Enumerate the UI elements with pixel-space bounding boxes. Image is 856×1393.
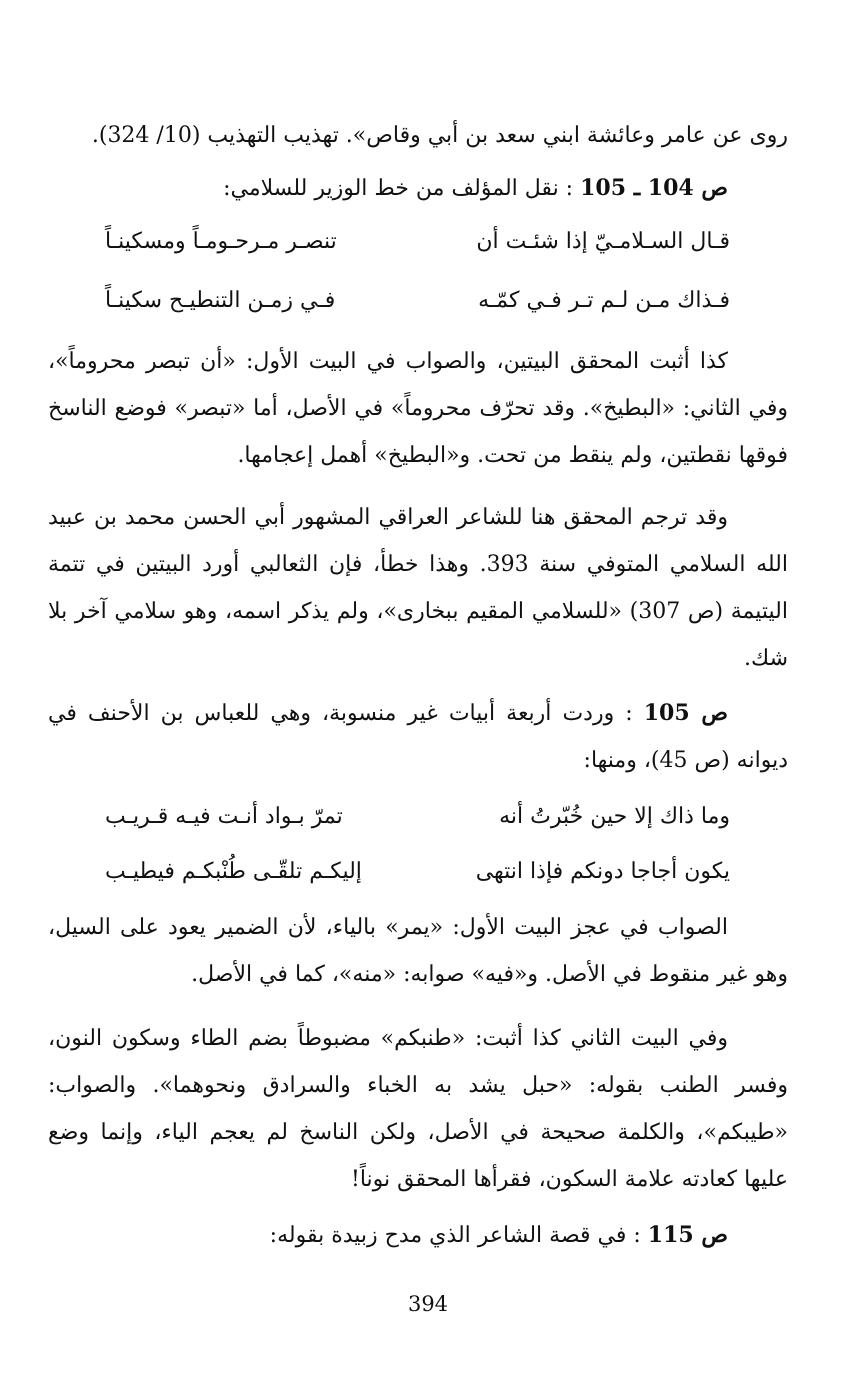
verse-line (105, 852, 730, 892)
paragraph-text: : نقل المؤلف من خط الوزير للسلامي: (223, 176, 574, 201)
verse-second-hemistich: فـي زمـن التنطيـح سكينـاً (105, 288, 336, 313)
page-reference: ص 105 (643, 700, 729, 726)
verse-second-hemistich: إليكـم تلقّـى طُنْبكـم فيطيـب (105, 859, 362, 884)
paragraph-translation-note: وقد ترجم المحقق هنا للشاعر العراقي المشهور أبي الحسن محمد بن عبيد الله السلامي المتوفي سنة 393. وهذا خطأ، فإن الثعالبي أورد البيتين في تتمة اليتيمة (ص 307) «للسلامي المقيم ببخارى»، ولم يذكر اسمه، وهو سلامي آخر بلا شك. (48, 505, 788, 671)
paragraph-entry-105 (48, 690, 788, 784)
verse-first-hemistich: وما ذاك إلا حين خُبّرتُ أنه (499, 804, 730, 829)
paragraph-citation-end: روى عن عامر وعائشة ابني سعد بن أبي وقاص». تهذيب التهذيب (10/ 324). (91, 123, 788, 148)
paragraph-correction: الصواب في عجز البيت الأول: «يمر» بالياء، لأن الضمير يعود على السيل، وهو غير منقوط في الأصل. و«فيه» صوابه: «منه»، كما في الأصل. (48, 915, 788, 987)
verse-second-hemistich: تنصـر مـرحـومـاً ومسكينـاً (105, 229, 337, 254)
verse-line (105, 222, 730, 262)
page-reference: ص 115 (647, 1222, 728, 1248)
paragraph-entry-104 (48, 165, 788, 212)
paragraph-text: : وردت أربعة أبيات غير منسوبة، وهي للعباس بن الأحنف في ديوانه (ص 45)، ومنها: (48, 701, 788, 773)
verse-first-hemistich: يكون أجاجا دونكم فإذا انتهى (475, 859, 730, 884)
paragraph-correction: وفي البيت الثاني كذا أثبت: «طنبكم» مضبوطاً بضم الطاء وسكون النون، وفسر الطنب بقوله: «حبل يشد به الخباء والسرادق ونحوهما». والصواب: «طيبكم»، والكلمة صحيحة في الأصل، ولكن الناسخ لم يعجم الياء، وإنما وضع عليها كعادته علامة السكون، فقرأها المحقق نوناً! (48, 1026, 788, 1192)
verse-first-hemistich: قـال السـلامـيّ إذا شئـت أن (476, 229, 730, 254)
paragraph-correction: كذا أثبت المحقق البيتين، والصواب في البيت الأول: «أن تبصر محروماً»، وفي الثاني: «البطيخ». وقد تحرّف محروماً» في الأصل، أما «تبصر» فوضع الناسخ فوقها نقطتين، ولم ينقط من تحت. و«البطيخ» أهمل إعجامها. (48, 349, 788, 468)
verse-first-hemistich: فـذاك مـن لـم تـر فـي كمّـه (478, 288, 730, 313)
verse-second-hemistich: تمرّ بـواد أنـت فيـه قـريـب (105, 804, 343, 829)
page-number: 394 (407, 1292, 449, 1316)
page-reference: ص 104 ـ 105 (580, 175, 728, 201)
paragraph-text: : في قصة الشاعر الذي مدح زبيدة بقوله: (269, 1223, 641, 1248)
verse-line (105, 797, 730, 837)
verse-line (105, 281, 730, 321)
paragraph-entry-115 (48, 1212, 788, 1259)
